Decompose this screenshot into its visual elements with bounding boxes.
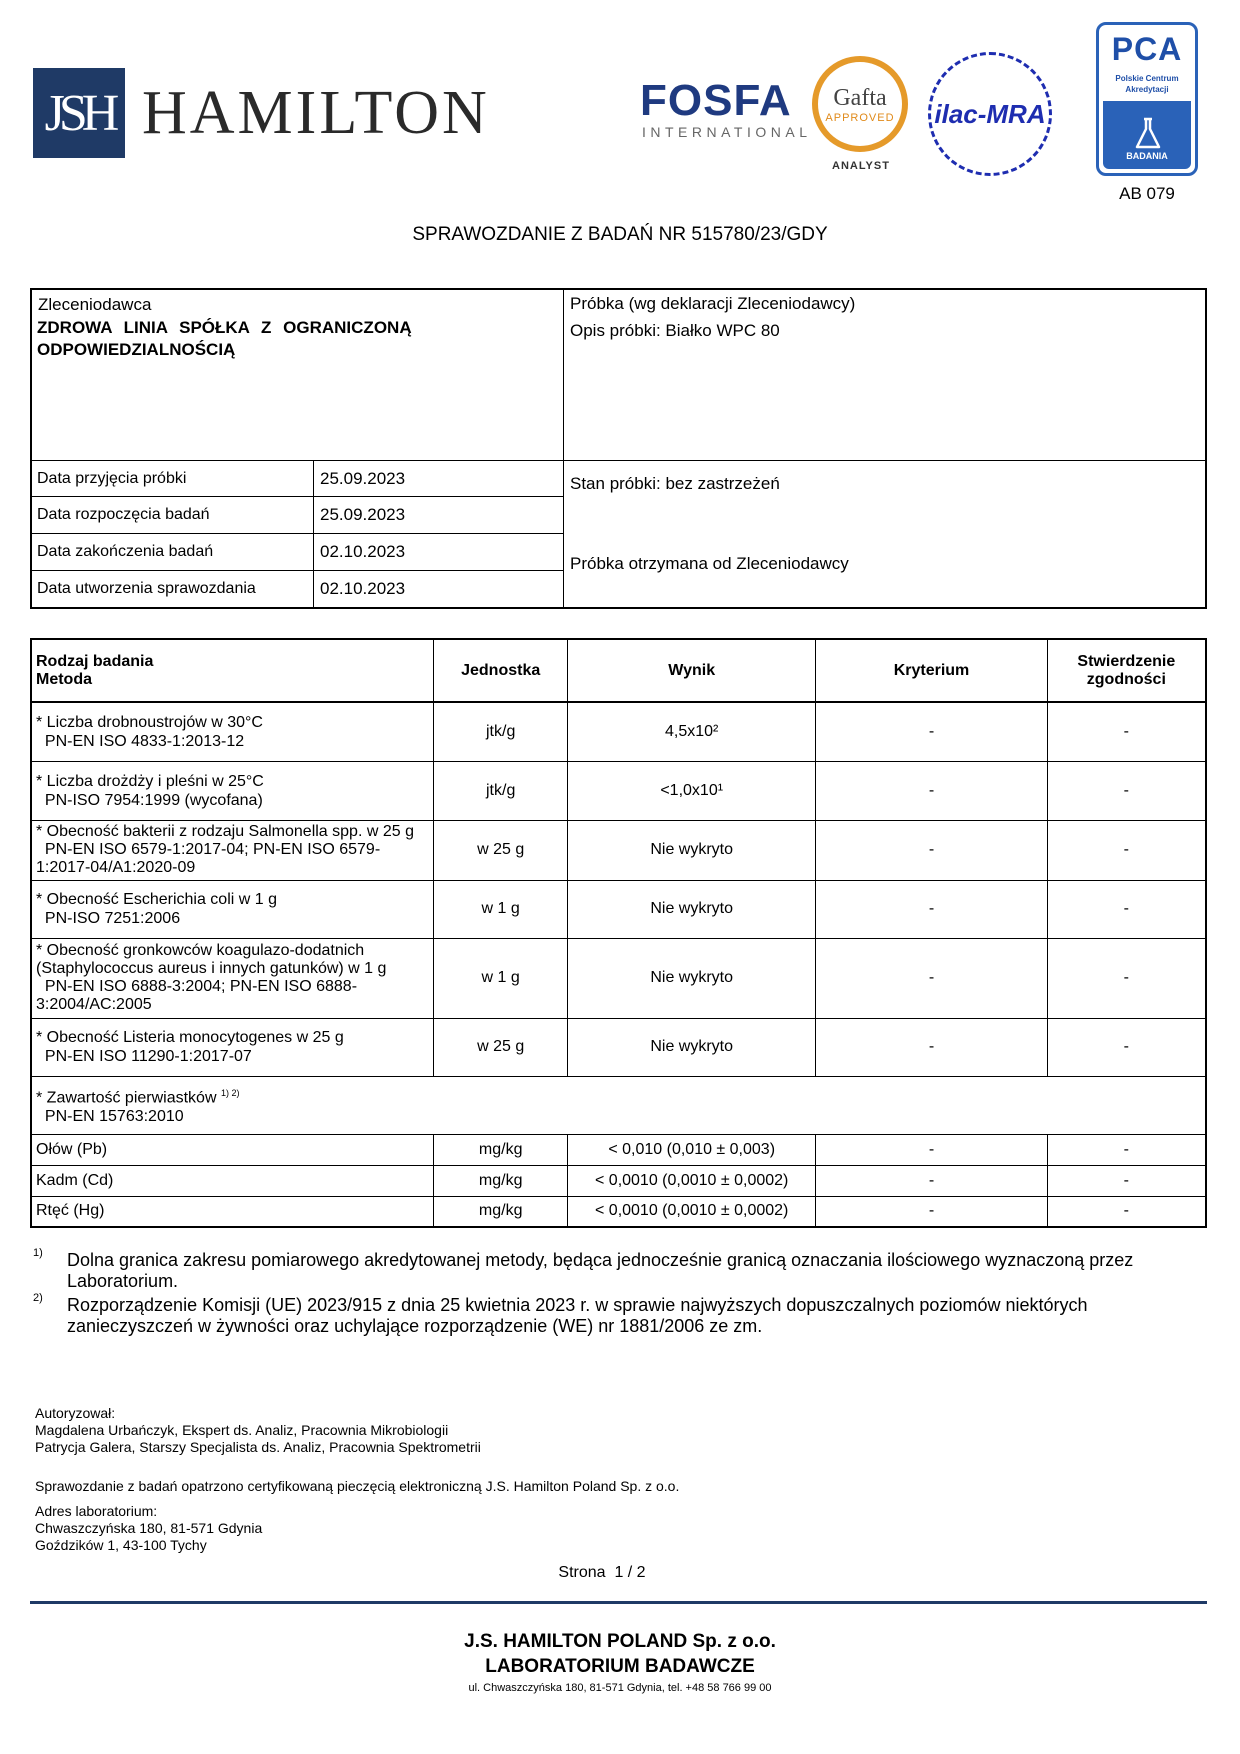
client-name-line2: ODPOWIEDZIALNOŚCIĄ <box>37 340 236 359</box>
footer-address: ul. Chwaszczyńska 180, 81-571 Gdynia, tel. +48 58 766 99 00 <box>468 1682 772 1694</box>
info-hline <box>32 460 1205 461</box>
header-result: Wynik <box>568 639 816 702</box>
pca-badge-lower <box>1103 101 1191 169</box>
criterion-cell: - <box>816 938 1047 1018</box>
footnote-line: Laboratorium. <box>67 1271 179 1291</box>
result-cell: <1,0x10¹ <box>568 761 816 820</box>
unit-cell: jtk/g <box>434 702 568 761</box>
sample-condition: Stan próbki: bez zastrzeżeń <box>570 474 780 493</box>
test-method: PN-EN ISO 4833-1:2013-12 <box>36 732 245 750</box>
date-value: 02.10.2023 <box>320 579 406 598</box>
compliance-cell: - <box>1047 1018 1206 1076</box>
unit-cell: mg/kg <box>434 1165 568 1196</box>
criterion-cell: - <box>816 1196 1047 1227</box>
pca-accreditation-badge <box>1096 22 1198 176</box>
seal-note: Sprawozdanie z badań opatrzono certyfikowaną pieczęcią elektroniczną J.S. Hamilton Poland Sp. z o.o. <box>35 1478 680 1494</box>
flask-icon <box>1133 117 1163 151</box>
result-cell: < 0,0010 (0,0010 ± 0,0002) <box>568 1196 816 1227</box>
table-row <box>31 880 1206 938</box>
criterion-cell: - <box>816 1018 1047 1076</box>
test-name-cell <box>31 702 434 761</box>
compliance-cell: - <box>1047 702 1206 761</box>
date-label: Data przyjęcia próbki <box>37 470 187 487</box>
test-name-cont: (Staphylococcus aureus i innych gatunków) w 1 g <box>36 960 387 977</box>
header-test-method <box>31 639 434 702</box>
gafta-analyst-text: ANALYST <box>832 160 890 172</box>
lab-address-label: Adres laboratorium: <box>35 1503 158 1519</box>
criterion-cell: - <box>816 761 1047 820</box>
test-name: * Obecność bakterii z rodzaju Salmonella spp. w 25 g <box>36 823 414 840</box>
element-name: Ołów (Pb) <box>31 1134 434 1165</box>
ilac-mra-text: ilac-MRA <box>934 98 1046 129</box>
unit-cell: w 25 g <box>434 820 568 880</box>
test-name-cell <box>31 1018 434 1076</box>
authorizer-name: Magdalena Urbańczyk, Ekspert ds. Analiz, Pracownia Mikrobiologii <box>35 1422 449 1438</box>
test-method: PN-ISO 7954:1999 (wycofana) <box>36 791 263 809</box>
element-row <box>31 1165 1206 1196</box>
footer-company-name: J.S. HAMILTON POLAND Sp. z o.o. <box>464 1631 776 1652</box>
test-name: * Liczba drobnoustrojów w 30°C <box>36 713 263 731</box>
compliance-cell: - <box>1047 1196 1206 1227</box>
result-cell: 4,5x10² <box>568 702 816 761</box>
criterion-cell: - <box>816 1134 1047 1165</box>
header-compliance-line2: zgodności <box>1086 670 1166 688</box>
authorization-block <box>35 1405 481 1456</box>
unit-cell: mg/kg <box>434 1196 568 1227</box>
element-name: Kadm (Cd) <box>31 1165 434 1196</box>
date-label: Data zakończenia badań <box>37 543 214 560</box>
unit-cell: w 25 g <box>434 1018 568 1076</box>
info-divider <box>563 290 564 607</box>
sample-origin: Próbka otrzymana od Zleceniodawcy <box>570 554 849 573</box>
authorizer-name: Patrycja Galera, Starszy Specjalista ds. Analiz, Pracownia Spektrometrii <box>35 1439 481 1455</box>
pca-badania-label: BADANIA <box>1126 151 1168 161</box>
elements-group-method: PN-EN 15763:2010 <box>36 1108 184 1126</box>
test-method-cont: 3:2004/AC:2005 <box>36 996 152 1013</box>
compliance-cell: - <box>1047 880 1206 938</box>
criterion-cell: - <box>816 1165 1047 1196</box>
result-cell: Nie wykryto <box>568 880 816 938</box>
test-name: * Liczba drożdży i pleśni w 25°C <box>36 772 264 790</box>
unit-cell: jtk/g <box>434 761 568 820</box>
results-header-row <box>31 639 1206 702</box>
table-row <box>31 820 1206 880</box>
test-name-cell <box>31 761 434 820</box>
table-row <box>31 1018 1206 1076</box>
footnote-line: Rozporządzenie Komisji (UE) 2023/915 z dnia 25 kwietnia 2023 r. w sprawie najwyższych dopuszczalnych poziomów niektórych <box>67 1295 1088 1315</box>
footer-divider <box>30 1601 1207 1604</box>
test-method: PN-ISO 7251:2006 <box>36 910 181 927</box>
date-value: 25.09.2023 <box>320 469 406 488</box>
gafta-seal <box>812 56 908 152</box>
lab-address-block <box>35 1503 262 1554</box>
client-name-line1: ZDROWA LINIA SPÓŁKA Z OGRANICZONĄ <box>37 318 412 337</box>
compliance-cell: - <box>1047 761 1206 820</box>
footnote-text <box>67 1250 1133 1292</box>
compliance-cell: - <box>1047 1165 1206 1196</box>
elements-group-row <box>31 1076 1206 1134</box>
results-table <box>30 638 1207 1228</box>
criterion-cell: - <box>816 880 1047 938</box>
date-value: 02.10.2023 <box>320 542 406 561</box>
result-cell: Nie wykryto <box>568 938 816 1018</box>
test-name: * Obecność Listeria monocytogenes w 25 g <box>36 1029 344 1046</box>
footnote-line: zanieczyszczeń w żywności oraz uchylające rozporządzenie (WE) nr 1881/2006 ze zm. <box>67 1316 763 1336</box>
client-label: Zleceniodawca <box>38 295 152 314</box>
fosfa-logo-subtitle: INTERNATIONAL <box>642 124 812 140</box>
accreditation-code: AB 079 <box>1119 184 1175 203</box>
hamilton-logo-mark <box>33 68 125 158</box>
header-unit: Jednostka <box>434 639 568 702</box>
date-label: Data utworzenia sprawozdania <box>37 580 256 597</box>
compliance-cell: - <box>1047 1134 1206 1165</box>
header-criterion: Kryterium <box>816 639 1047 702</box>
ilac-mra-seal <box>928 52 1052 176</box>
footnote-line: Dolna granica zakresu pomiarowego akredytowanej metody, będąca jednocześnie granicą oznaczania ilościowego wyznaczoną przez <box>67 1250 1134 1270</box>
test-method: PN-EN ISO 6888-3:2004; PN-EN ISO 6888- <box>36 978 358 995</box>
elements-group-footnote-ref: 1) 2) <box>220 1087 240 1098</box>
date-row-line <box>32 570 563 571</box>
unit-cell: mg/kg <box>434 1134 568 1165</box>
pca-logo-text: PCA <box>1111 31 1183 67</box>
gafta-logo-text: Gafta <box>833 84 887 111</box>
result-cell: < 0,0010 (0,0010 ± 0,0002) <box>568 1165 816 1196</box>
element-name: Rtęć (Hg) <box>31 1196 434 1227</box>
authorization-label: Autoryzował: <box>35 1405 116 1421</box>
test-method-cont: 1:2017-04/A1:2020-09 <box>36 859 196 876</box>
result-cell: Nie wykryto <box>568 1018 816 1076</box>
result-cell: < 0,010 (0,010 ± 0,003) <box>568 1134 816 1165</box>
test-name-cell <box>31 880 434 938</box>
hamilton-logo-text: HAMILTON <box>142 79 490 147</box>
criterion-cell: - <box>816 820 1047 880</box>
footer-lab-name: LABORATORIUM BADAWCZE <box>485 1656 755 1677</box>
sample-description: Opis próbki: Białko WPC 80 <box>570 321 780 340</box>
date-row-line <box>32 533 563 534</box>
report-info-box <box>30 288 1207 609</box>
hamilton-logo-letters: JSH <box>44 84 114 142</box>
unit-cell: w 1 g <box>434 880 568 938</box>
gafta-approved-text: APPROVED <box>825 111 895 124</box>
criterion-cell: - <box>816 702 1047 761</box>
lab-address-line: Goździków 1, 43-100 Tychy <box>35 1537 207 1553</box>
lab-address-line: Chwaszczyńska 180, 81-571 Gdynia <box>35 1520 263 1536</box>
footnote-text <box>67 1295 1088 1337</box>
pca-subtitle: Polskie Centrum Akredytacji <box>1115 74 1179 94</box>
date-col-divider <box>313 460 314 607</box>
compliance-cell: - <box>1047 820 1206 880</box>
elements-group-cell <box>31 1076 1206 1134</box>
report-title: SPRAWOZDANIE Z BADAŃ NR 515780/23/GDY <box>412 224 828 245</box>
test-method: PN-EN ISO 11290-1:2017-07 <box>36 1048 252 1065</box>
fosfa-logo: FOSFA <box>640 76 792 125</box>
result-cell: Nie wykryto <box>568 820 816 880</box>
table-row <box>31 702 1206 761</box>
footnote-mark: 2) <box>33 1292 43 1304</box>
date-row-line <box>32 496 563 497</box>
test-name: * Obecność gronkowców koagulazo-dodatnich <box>36 942 365 959</box>
test-name: * Obecność Escherichia coli w 1 g <box>36 891 277 908</box>
date-value: 25.09.2023 <box>320 505 406 524</box>
sample-label: Próbka (wg deklaracji Zleceniodawcy) <box>570 294 856 313</box>
table-row <box>31 938 1206 1018</box>
test-name-cell <box>31 938 434 1018</box>
page-number: Strona 1 / 2 <box>558 1564 646 1581</box>
date-label: Data rozpoczęcia badań <box>37 506 210 523</box>
unit-cell: w 1 g <box>434 938 568 1018</box>
header-compliance-line1: Stwierdzenie <box>1077 652 1176 670</box>
compliance-cell: - <box>1047 938 1206 1018</box>
header-method-label: Metoda <box>36 670 92 688</box>
test-name-cell <box>31 820 434 880</box>
element-row <box>31 1196 1206 1227</box>
header-test-label: Rodzaj badania <box>36 652 154 670</box>
elements-group-title <box>36 1084 1201 1107</box>
table-row <box>31 761 1206 820</box>
element-row <box>31 1134 1206 1165</box>
test-method: PN-EN ISO 6579-1:2017-04; PN-EN ISO 6579- <box>36 841 381 858</box>
elements-group-label: * Zawartość pierwiastków <box>36 1089 217 1107</box>
header-compliance <box>1047 639 1206 702</box>
footnote-mark: 1) <box>33 1247 43 1259</box>
